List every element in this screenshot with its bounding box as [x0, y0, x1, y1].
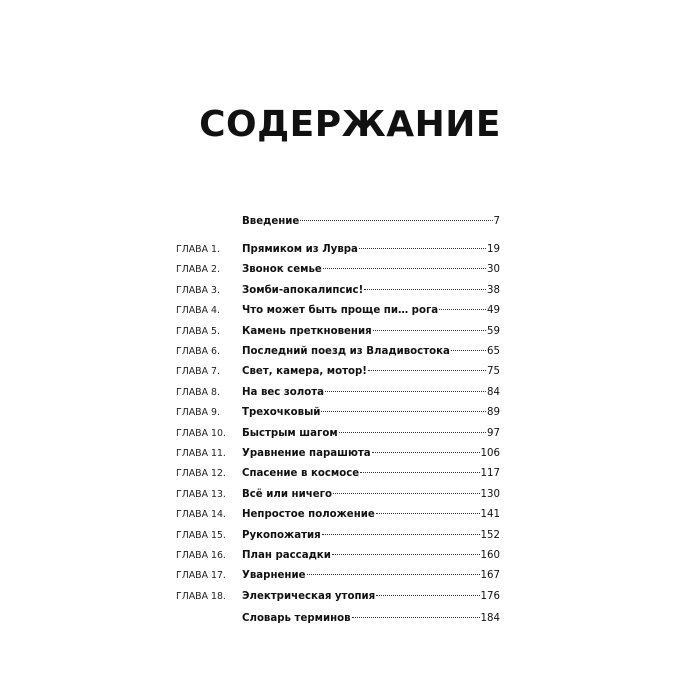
dot-leader — [451, 350, 486, 351]
entry-title: Непростое положение — [242, 509, 375, 520]
toc-entry — [176, 528, 500, 544]
dot-leader — [376, 513, 480, 514]
entry-title: Камень преткновения — [242, 326, 372, 337]
page-number: 106 — [480, 448, 500, 459]
dot-leader — [372, 452, 480, 453]
chapter-label: ГЛАВА 4. — [176, 305, 220, 316]
chapter-label: ГЛАВА 14. — [176, 509, 226, 520]
toc-entry — [176, 466, 500, 482]
toc-entry — [176, 344, 500, 360]
toc-entry-line — [242, 324, 500, 340]
page-number: 7 — [493, 216, 500, 227]
page-number: 117 — [480, 468, 500, 479]
toc-entry-line — [242, 611, 500, 627]
entry-title: Последний поезд из Владивостока — [242, 346, 450, 357]
entry-title: Введение — [242, 216, 300, 227]
chapter-label: ГЛАВА 17. — [176, 570, 226, 581]
toc-entry-line — [242, 364, 500, 380]
chapter-label: ГЛАВА 7. — [176, 366, 220, 377]
chapter-label: ГЛАВА 5. — [176, 326, 220, 337]
toc-entry-line — [242, 589, 500, 605]
toc-entry-glossary — [176, 611, 500, 627]
toc-entry — [176, 405, 500, 421]
page-number: 89 — [487, 407, 500, 418]
toc-entry — [176, 589, 500, 605]
page-number: 30 — [487, 264, 500, 275]
chapter-label: ГЛАВА 11. — [176, 448, 226, 459]
chapter-label: ГЛАВА 15. — [176, 530, 226, 541]
toc-entry-introduction — [176, 214, 500, 230]
toc-entry — [176, 283, 500, 299]
entry-title: Быстрым шагом — [242, 428, 338, 439]
toc-entry — [176, 385, 500, 401]
entry-title: Звонок семье — [242, 264, 322, 275]
dot-leader — [325, 391, 486, 392]
chapter-label: ГЛАВА 12. — [176, 468, 226, 479]
dot-leader — [333, 493, 480, 494]
dot-leader — [439, 309, 486, 310]
chapter-label: ГЛАВА 18. — [176, 591, 226, 602]
toc-entry — [176, 507, 500, 523]
toc-entry-line — [242, 242, 500, 258]
entry-title: Что может быть проще пи… рога — [242, 305, 439, 316]
toc-entry-line — [242, 405, 500, 421]
toc-entry-line — [242, 214, 500, 230]
page-number: 167 — [480, 570, 500, 581]
dot-leader — [339, 432, 486, 433]
toc-entry — [176, 446, 500, 462]
chapter-label: ГЛАВА 6. — [176, 346, 220, 357]
page-number: 152 — [480, 530, 500, 541]
entry-title: На вес золота — [242, 387, 325, 398]
entry-title: Зомби-апокалипсис! — [242, 285, 364, 296]
toc-entry-line — [242, 303, 500, 319]
page-number: 176 — [480, 591, 500, 602]
toc-entry-line — [242, 487, 500, 503]
dot-leader — [352, 617, 480, 618]
entry-title: Электрическая утопия — [242, 591, 376, 602]
page-number: 75 — [487, 366, 500, 377]
entry-title: Всё или ничего — [242, 489, 332, 500]
toc-entry-line — [242, 262, 500, 278]
toc-entry — [176, 262, 500, 278]
toc-entry-line — [242, 283, 500, 299]
chapter-label: ГЛАВА 1. — [176, 244, 220, 255]
toc-entry-line — [242, 385, 500, 401]
dot-leader — [360, 472, 479, 473]
chapter-label: ГЛАВА 8. — [176, 387, 220, 398]
toc-entry — [176, 568, 500, 584]
toc-entry — [176, 364, 500, 380]
dot-leader — [321, 411, 486, 412]
dot-leader — [376, 595, 479, 596]
toc-entry — [176, 303, 500, 319]
entry-title: Словарь терминов — [242, 613, 351, 624]
toc-entry-line — [242, 548, 500, 564]
page-number: 130 — [480, 489, 500, 500]
dot-leader — [307, 574, 480, 575]
dot-leader — [322, 534, 480, 535]
entry-title: Прямиком из Лувра — [242, 244, 358, 255]
toc-entry-line — [242, 446, 500, 462]
entry-title: Уварнение — [242, 570, 306, 581]
page-number: 160 — [480, 550, 500, 561]
chapter-label: ГЛАВА 13. — [176, 489, 226, 500]
entry-title: Спасение в космосе — [242, 468, 360, 479]
toc-entry — [176, 487, 500, 503]
dot-leader — [373, 330, 486, 331]
chapter-label: ГЛАВА 3. — [176, 285, 220, 296]
page-number: 65 — [487, 346, 500, 357]
chapter-label: ГЛАВА 10. — [176, 428, 226, 439]
page-number: 59 — [487, 326, 500, 337]
entry-title: Свет, камера, мотор! — [242, 366, 367, 377]
page-number: 184 — [480, 613, 500, 624]
entry-title: Трехочковый — [242, 407, 321, 418]
toc-entry-line — [242, 344, 500, 360]
toc-entry-line — [242, 568, 500, 584]
chapter-label: ГЛАВА 16. — [176, 550, 226, 561]
entry-title: Рукопожатия — [242, 530, 321, 541]
page-number: 84 — [487, 387, 500, 398]
entry-title: План рассадки — [242, 550, 331, 561]
chapter-label: ГЛАВА 9. — [176, 407, 220, 418]
toc-entry-line — [242, 426, 500, 442]
dot-leader — [332, 554, 480, 555]
dot-leader — [323, 268, 486, 269]
toc-entry-line — [242, 528, 500, 544]
page-number: 141 — [480, 509, 500, 520]
dot-leader — [359, 248, 486, 249]
page-title: СОДЕРЖАНИЕ — [199, 104, 501, 145]
toc-entry-line — [242, 507, 500, 523]
entry-title: Уравнение парашюта — [242, 448, 371, 459]
dot-leader — [368, 370, 486, 371]
page-number: 38 — [487, 285, 500, 296]
toc-entry — [176, 242, 500, 258]
toc-entry — [176, 426, 500, 442]
toc-entry — [176, 324, 500, 340]
dot-leader — [364, 289, 486, 290]
page-number: 49 — [487, 305, 500, 316]
toc-entry-line — [242, 466, 500, 482]
page-number: 19 — [487, 244, 500, 255]
chapter-label: ГЛАВА 2. — [176, 264, 220, 275]
page-number: 97 — [487, 428, 500, 439]
toc-entry — [176, 548, 500, 564]
dot-leader — [300, 220, 492, 221]
